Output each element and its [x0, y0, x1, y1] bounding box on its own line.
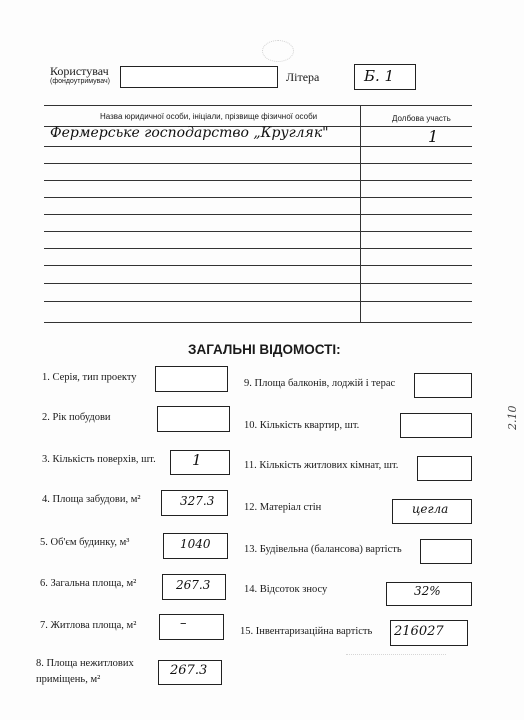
table-row-line: [44, 265, 472, 266]
field-value-8: 267.3: [170, 663, 208, 678]
field-label-5: 5. Об'єм будинку, м³: [40, 537, 130, 548]
faint-stamp-bottom: [346, 654, 446, 679]
user-label: Користувач: [50, 64, 109, 78]
field-label-1: 1. Серія, тип проекту: [42, 372, 137, 383]
field-box-9: [414, 373, 472, 398]
field-label-4: 4. Площа забудови, м²: [42, 494, 141, 505]
field-value-14: 32%: [414, 584, 441, 598]
margin-note: 2.10: [506, 405, 519, 430]
field-label-6: 6. Загальна площа, м²: [40, 578, 137, 589]
field-value-6: 267.3: [176, 578, 211, 592]
table-row-line: [44, 248, 472, 249]
field-label-10: 10. Кількість квартир, шт.: [244, 420, 360, 431]
field-label-9: 9. Площа балконів, лоджій і терас: [244, 378, 396, 389]
field-value-7: –: [180, 616, 187, 631]
section-title: ЗАГАЛЬНІ ВІДОМОСТІ:: [188, 342, 341, 357]
field-value-15: 216027: [394, 624, 444, 639]
field-box-10: [400, 413, 472, 438]
user-sublabel: (фондоутримувач): [50, 78, 111, 85]
field-value-5: 1040: [180, 537, 211, 551]
field-box-7: [159, 614, 224, 640]
table-row-line: [44, 146, 472, 147]
table-row-line: [44, 163, 472, 164]
table-row-line: [44, 231, 472, 232]
col-name-header: Назва юридичної особи, ініціали, прізвище фізичної особи: [100, 112, 318, 121]
field-value-3: 1: [192, 451, 202, 469]
letter-label: Літера: [286, 70, 320, 84]
field-box-2: [157, 406, 230, 432]
field-label-14: 14. Відсоток зносу: [244, 584, 328, 595]
field-value-12: цегла: [412, 502, 449, 516]
table-row-line: [44, 180, 472, 181]
col-share-header: Долбова участь: [392, 114, 451, 123]
owner-name: Фермерське господарство „Кругляк": [50, 125, 329, 141]
letter-value: Б. 1: [364, 67, 395, 85]
field-label-8b: приміщень, м²: [36, 674, 101, 685]
user-field-box: [120, 66, 278, 88]
table-row-line: [44, 301, 472, 302]
field-label-7: 7. Житлова площа, м²: [40, 620, 137, 631]
table-row-line: [44, 197, 472, 198]
field-value-4: 327.3: [180, 494, 215, 508]
field-box-1: [155, 366, 228, 392]
field-label-2: 2. Рік побудови: [42, 412, 111, 423]
table-top-border: [44, 105, 472, 106]
table-bottom-border: [44, 322, 472, 323]
table-row-line: [44, 214, 472, 215]
field-box-11: [417, 456, 472, 481]
field-label-8: 8. Площа нежитлових: [36, 658, 134, 669]
owner-share: 1: [428, 127, 439, 146]
faint-stamp-top: [262, 40, 294, 62]
field-box-13: [420, 539, 472, 564]
table-row-line: [44, 283, 472, 284]
field-label-3: 3. Кількість поверхів, шт.: [42, 454, 156, 465]
field-label-11: 11. Кількість житлових кімнат, шт.: [244, 460, 399, 471]
field-label-15: 15. Інвентаризаційна вартість: [240, 626, 373, 637]
field-label-12: 12. Матеріал стін: [244, 502, 322, 513]
field-label-13: 13. Будівельна (балансова) вартість: [244, 544, 402, 555]
